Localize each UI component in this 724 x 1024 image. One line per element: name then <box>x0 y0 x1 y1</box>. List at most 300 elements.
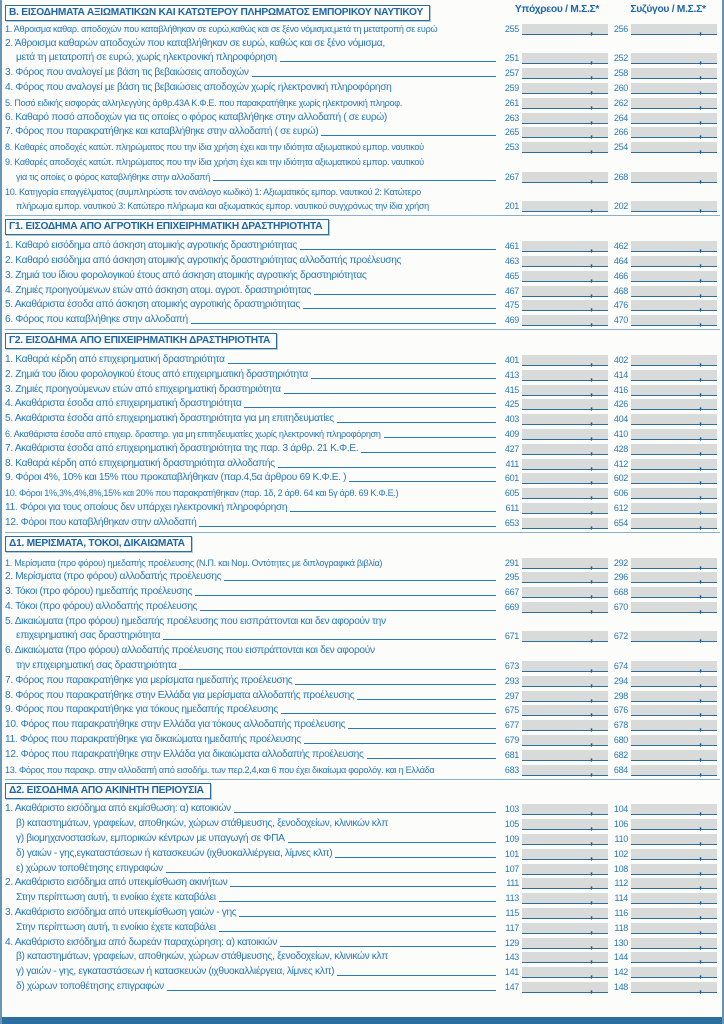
row-label: 2. Ακαθάριστο εισόδημα από υπεκμίσθωση ακινήτων <box>5 877 228 889</box>
amount-field-606[interactable] <box>631 488 717 502</box>
field-code-415: 415 <box>504 384 519 395</box>
leader-line <box>311 375 496 379</box>
amount-field-401[interactable] <box>522 355 608 366</box>
field-code-425: 425 <box>504 399 519 410</box>
field-code-294: 294 <box>613 675 628 686</box>
row-fields <box>499 355 717 366</box>
field-code-463: 463 <box>504 255 519 266</box>
field-code-260: 260 <box>613 82 628 93</box>
leader-line <box>367 755 496 759</box>
amount-field-681[interactable] <box>522 750 608 761</box>
decimal-comma-icon: , <box>589 691 593 704</box>
field-code-653: 653 <box>504 517 519 528</box>
amount-field-264[interactable] <box>631 113 717 124</box>
field-code-264: 264 <box>613 112 628 123</box>
amount-field-130[interactable] <box>631 938 717 949</box>
form-row-d2-1 <box>5 801 720 816</box>
amount-field-476[interactable] <box>631 300 717 314</box>
decimal-comma-icon: , <box>698 938 702 951</box>
row-fields <box>499 893 717 907</box>
amount-field-261[interactable] <box>522 98 608 109</box>
row-label: 1. Καθαρά κέρδη από επιχειρηματική δραστηριότητα <box>5 353 225 365</box>
decimal-comma-icon: , <box>698 415 702 428</box>
row-label-area <box>5 586 499 598</box>
row-label-area <box>5 863 499 875</box>
page-bottom-bar <box>2 1017 722 1024</box>
decimal-comma-icon: , <box>589 24 593 37</box>
amount-field-107[interactable] <box>522 864 608 875</box>
row-fields <box>499 459 717 470</box>
field-code-263: 263 <box>504 112 519 123</box>
form-row-b-3 <box>5 64 720 82</box>
leader-line <box>349 478 496 482</box>
amount-field-426[interactable] <box>631 399 717 413</box>
amount-field-464[interactable] <box>631 256 717 267</box>
amount-field-667[interactable] <box>522 587 608 601</box>
leader-line <box>284 390 496 394</box>
form-row-g2-1 <box>5 351 720 366</box>
decimal-comma-icon: , <box>589 256 593 269</box>
form-row-g2-7 <box>5 440 720 455</box>
field-code-465: 465 <box>504 270 519 281</box>
decimal-comma-icon: , <box>698 242 702 255</box>
row-label-area <box>5 443 499 455</box>
section-header-d2 <box>5 780 720 801</box>
amount-field-101[interactable] <box>522 849 608 860</box>
row-label: δ) γαιών - γης,εγκαταστάσεων ή κατασκευών (ιχθυοκαλλιέργεια, λίμνες κλπ) <box>16 847 333 859</box>
decimal-comma-icon: , <box>589 909 593 922</box>
amount-field-292[interactable] <box>631 558 717 569</box>
decimal-comma-icon: , <box>589 938 593 951</box>
amount-field-611[interactable] <box>522 503 608 514</box>
leader-line <box>295 681 496 685</box>
amount-field-104[interactable] <box>631 804 717 818</box>
amount-field-265[interactable] <box>522 127 608 141</box>
amount-field-115[interactable] <box>522 908 608 922</box>
leader-line <box>281 710 496 714</box>
row-fields <box>499 765 717 776</box>
amount-field-676[interactable] <box>631 705 717 719</box>
row-label-area <box>5 186 720 198</box>
section-title-d2: Δ2. ΕΙΣΟΔΗΜΑ ΑΠΟ ΑΚΙΝΗΤΗ ΠΕΡΙΟΥΣΙΑ <box>5 783 211 799</box>
amount-field-673[interactable] <box>522 661 608 675</box>
field-code-254: 254 <box>613 142 628 153</box>
row-label-area <box>5 97 499 109</box>
amount-field-105[interactable] <box>522 819 608 833</box>
decimal-comma-icon: , <box>698 83 702 96</box>
amount-field-463[interactable] <box>522 256 608 267</box>
amount-field-294[interactable] <box>631 676 717 687</box>
amount-field-297[interactable] <box>522 691 608 702</box>
row-label: μετά τη μετατροπή σε ευρώ, χωρίς ηλεκτρονική πληροφόρηση <box>16 52 277 64</box>
decimal-comma-icon: , <box>589 128 593 141</box>
row-label: 5. Δικαιώματα (προ φόρου) ημεδαπής προέλευσης που εισπράττονται και δεν αφορούν την <box>5 615 386 627</box>
amount-field-296[interactable] <box>631 572 717 586</box>
row-label-area <box>5 922 499 934</box>
amount-field-295[interactable] <box>522 572 608 586</box>
decimal-comma-icon: , <box>589 316 593 329</box>
amount-field-102[interactable] <box>631 849 717 860</box>
decimal-comma-icon: , <box>589 765 593 778</box>
field-code-116: 116 <box>614 908 628 919</box>
form-row-g1-5 <box>5 297 720 312</box>
amount-field-475[interactable] <box>522 300 608 314</box>
row-label-area <box>5 616 720 628</box>
row-label-area <box>5 285 499 297</box>
amount-field-461[interactable] <box>522 241 608 255</box>
amount-field-142[interactable] <box>631 967 717 981</box>
leader-line <box>278 464 496 468</box>
amount-field-114[interactable] <box>631 893 717 907</box>
row-label: 10. Φόροι 1%,3%,4%,8%,15% και 20% που παρακρατήθηκαν (παρ. 1δ, 2 άρθ. 64 και 5γ άρθ. 69 Κ.Φ.Ε.) <box>5 488 399 499</box>
amount-field-258[interactable] <box>631 68 717 82</box>
form-row-d1-1 <box>5 554 720 569</box>
amount-field-202[interactable] <box>631 201 717 215</box>
amount-field-670[interactable] <box>631 602 717 613</box>
field-code-669: 669 <box>504 601 519 612</box>
form-row-d2-10 <box>5 934 720 949</box>
leader-line <box>228 360 496 364</box>
amount-field-654[interactable] <box>631 518 717 529</box>
field-code-259: 259 <box>504 82 519 93</box>
field-code-470: 470 <box>613 315 628 326</box>
amount-field-109[interactable] <box>522 834 608 848</box>
amount-field-404[interactable] <box>631 414 717 428</box>
field-code-602: 602 <box>613 473 628 484</box>
row-label: 1. Μερίσματα (προ φόρου) ημεδαπής προέλευσης (Ν.Π. και Νομ. Οντότητες με διπλογραφικά βιβλία) <box>5 557 383 568</box>
amount-field-110[interactable] <box>631 834 717 848</box>
amount-field-427[interactable] <box>522 444 608 455</box>
decimal-comma-icon: , <box>589 415 593 428</box>
row-label: 3. Φόρος που αναλογεί με βάση τις βεβαιώσεις αποδοχών <box>5 67 249 79</box>
amount-field-254[interactable] <box>631 142 717 156</box>
amount-field-402[interactable] <box>631 355 717 366</box>
decimal-comma-icon: , <box>698 835 702 848</box>
leader-line <box>244 404 496 408</box>
amount-field-469[interactable] <box>522 315 608 329</box>
decimal-comma-icon: , <box>589 503 593 516</box>
amount-field-116[interactable] <box>631 908 717 922</box>
decimal-comma-icon: , <box>589 602 593 615</box>
decimal-comma-icon: , <box>589 370 593 383</box>
amount-field-118[interactable] <box>631 923 717 934</box>
field-code-143: 143 <box>504 952 519 963</box>
amount-field-415[interactable] <box>522 385 608 396</box>
field-code-293: 293 <box>504 675 519 686</box>
row-fields <box>499 750 717 761</box>
amount-field-672[interactable] <box>631 631 717 645</box>
field-code-256: 256 <box>613 23 628 34</box>
form-row-d2-8 <box>5 904 720 922</box>
form-row-d1-5-line1 <box>5 613 720 628</box>
row-label: 8. Καθαρά κέρδη από επιχειρηματική δραστηριότητα αλλοδαπής <box>5 457 275 469</box>
row-label-area <box>5 690 499 702</box>
row-label: Στην περίπτωση αυτή, τι ενοίκιο έχετε καταβάλει <box>16 892 216 904</box>
amount-field-465[interactable] <box>522 271 608 282</box>
amount-field-468[interactable] <box>631 286 717 297</box>
field-code-413: 413 <box>504 369 519 380</box>
row-label: 8. Καθαρές αποδοχές κατώτ. πληρώματος που την ίδια χρήση έχει και την ιδιότητα αξιωματικού εμπορ. ναυτικού <box>5 142 424 153</box>
row-fields <box>499 602 717 613</box>
amount-field-143[interactable] <box>522 952 608 966</box>
amount-field-259[interactable] <box>522 83 608 94</box>
row-fields <box>499 982 717 996</box>
row-label-area <box>5 384 499 396</box>
amount-field-117[interactable] <box>522 923 608 934</box>
row-fields <box>499 735 717 749</box>
amount-field-148[interactable] <box>631 982 717 996</box>
field-code-251: 251 <box>504 53 519 64</box>
amount-field-263[interactable] <box>522 113 608 124</box>
row-label: για τις οποίες ο φόρος καταβλήθηκε στην αλλοδαπή <box>16 171 211 182</box>
leader-line <box>167 987 496 991</box>
field-code-414: 414 <box>613 369 628 380</box>
decimal-comma-icon: , <box>589 968 593 981</box>
field-code-409: 409 <box>504 428 519 439</box>
form-row-d1-3 <box>5 583 720 601</box>
amount-field-684[interactable] <box>631 765 717 776</box>
field-code-654: 654 <box>613 517 628 528</box>
field-code-261: 261 <box>504 97 519 108</box>
amount-field-106[interactable] <box>631 819 717 833</box>
field-code-107: 107 <box>504 863 519 874</box>
amount-field-679[interactable] <box>522 735 608 749</box>
amount-field-410[interactable] <box>631 429 717 440</box>
row-label-area <box>5 848 499 860</box>
form-row-d2-6 <box>5 875 720 890</box>
row-fields <box>499 923 717 934</box>
amount-field-103[interactable] <box>522 804 608 818</box>
form-row-b-1 <box>5 20 720 35</box>
row-label-area <box>5 764 499 776</box>
field-code-428: 428 <box>613 443 628 454</box>
row-fields <box>499 300 717 314</box>
leader-line <box>357 696 496 700</box>
row-label: 4. Ακαθάριστα έσοδα από επιχειρηματική δραστηριότητα <box>5 398 242 410</box>
row-label: 2. Καθαρό εισόδημα από άσκηση ατομικής αγροτικής δραστηριότητας αλλοδαπής προέλευσης <box>5 254 402 266</box>
field-code-291: 291 <box>504 557 519 568</box>
decimal-comma-icon: , <box>698 632 702 645</box>
field-code-464: 464 <box>613 255 628 266</box>
amount-field-257[interactable] <box>522 68 608 82</box>
form-row-b-9-line1 <box>5 153 720 168</box>
row-label-area <box>5 354 499 366</box>
row-label-area <box>5 892 499 904</box>
decimal-comma-icon: , <box>589 750 593 763</box>
field-code-117: 117 <box>505 922 519 933</box>
leader-line <box>213 177 496 181</box>
decimal-comma-icon: , <box>589 98 593 111</box>
amount-field-466[interactable] <box>631 271 717 282</box>
decimal-comma-icon: , <box>698 286 702 299</box>
amount-field-605[interactable] <box>522 488 608 502</box>
decimal-comma-icon: , <box>698 736 702 749</box>
row-label-area <box>5 255 499 267</box>
amount-field-601[interactable] <box>522 473 608 487</box>
field-code-671: 671 <box>504 631 519 642</box>
form-row-d2-12 <box>5 963 720 981</box>
decimal-comma-icon: , <box>698 879 702 892</box>
amount-field-111[interactable] <box>522 878 608 892</box>
decimal-comma-icon: , <box>698 750 702 763</box>
row-label: 10. Κατηγορία επαγγέλματος (συμπληρώστε τον ανάλογο κωδικό) 1: Αξιωματικός εμπορ. ναυτικού 2: Κατώτερο <box>5 186 421 197</box>
decimal-comma-icon: , <box>698 953 702 966</box>
form-row-g1-4 <box>5 282 720 297</box>
amount-field-412[interactable] <box>631 459 717 470</box>
decimal-comma-icon: , <box>698 128 702 141</box>
row-label-area <box>5 23 499 35</box>
row-label: 3. Ζημιές προηγούμενων ετών από επιχειρηματική δραστηριότητα <box>5 383 281 395</box>
field-code-255: 255 <box>504 23 519 34</box>
field-code-297: 297 <box>504 690 519 701</box>
amount-field-255[interactable] <box>522 24 608 35</box>
form-row-d1-4 <box>5 598 720 613</box>
amount-field-602[interactable] <box>631 473 717 487</box>
amount-field-425[interactable] <box>522 399 608 413</box>
decimal-comma-icon: , <box>698 474 702 487</box>
decimal-comma-icon: , <box>589 444 593 457</box>
field-code-296: 296 <box>613 572 628 583</box>
field-code-104: 104 <box>613 804 628 815</box>
amount-field-669[interactable] <box>522 602 608 613</box>
amount-field-266[interactable] <box>631 127 717 141</box>
amount-field-113[interactable] <box>522 893 608 907</box>
form-row-d1-7 <box>5 672 720 687</box>
decimal-comma-icon: , <box>698 202 702 215</box>
amount-field-144[interactable] <box>631 952 717 966</box>
row-label: 11. Φόροι για τους οποίους δεν υπάρχει ηλεκτρονική πληροφόρηση <box>5 501 288 513</box>
amount-field-682[interactable] <box>631 750 717 761</box>
decimal-comma-icon: , <box>698 909 702 922</box>
amount-field-680[interactable] <box>631 735 717 749</box>
amount-field-428[interactable] <box>631 444 717 455</box>
amount-field-677[interactable] <box>522 720 608 734</box>
row-label: 9. Καθαρές αποδοχές κατώτ. πληρώματος που την ίδια χρήση έχει και την ιδιότητα αξιωματικού εμπορ. ναυτικού <box>5 156 424 167</box>
amount-field-252[interactable] <box>631 53 717 67</box>
form-row-g1-2 <box>5 252 720 267</box>
amount-field-467[interactable] <box>522 286 608 297</box>
row-label: 1. Άθροισμα καθαρ. αποδοχών που καταβλήθηκαν σε ευρώ,καθώς και σε ξένο νόμισμα,μετά τη μετατροπή σε ευρώ <box>5 23 438 34</box>
amount-field-674[interactable] <box>631 661 717 675</box>
leader-line <box>219 928 496 932</box>
decimal-comma-icon: , <box>698 573 702 586</box>
decimal-comma-icon: , <box>589 983 593 996</box>
amount-field-251[interactable] <box>522 53 608 67</box>
field-code-416: 416 <box>613 384 628 395</box>
row-fields <box>499 661 717 675</box>
amount-field-409[interactable] <box>522 429 608 440</box>
form-row-b-4 <box>5 79 720 94</box>
decimal-comma-icon: , <box>698 602 702 615</box>
form-row-d2-9 <box>5 919 720 934</box>
decimal-comma-icon: , <box>589 849 593 862</box>
decimal-comma-icon: , <box>589 489 593 502</box>
field-code-677: 677 <box>504 720 519 731</box>
amount-field-668[interactable] <box>631 587 717 601</box>
field-code-106: 106 <box>613 819 628 830</box>
row-label: 4. Τόκοι (προ φόρου) αλλοδαπής προέλευσης <box>5 600 198 612</box>
amount-field-612[interactable] <box>631 503 717 514</box>
form-row-d2-4 <box>5 845 720 860</box>
decimal-comma-icon: , <box>589 676 593 689</box>
field-code-678: 678 <box>613 720 628 731</box>
amount-field-678[interactable] <box>631 720 717 734</box>
row-label-area <box>5 428 499 440</box>
amount-field-653[interactable] <box>522 518 608 529</box>
amount-field-262[interactable] <box>631 98 717 109</box>
row-label: 6. Δικαιώματα (προ φόρου) αλλοδαπής προέλευσης που εισπράττονται και δεν αφορούν <box>5 645 375 657</box>
row-fields <box>499 572 717 586</box>
amount-field-411[interactable] <box>522 459 608 470</box>
amount-field-671[interactable] <box>522 631 608 645</box>
form-row-g2-11 <box>5 499 720 514</box>
amount-field-413[interactable] <box>522 370 608 381</box>
row-fields <box>499 83 717 94</box>
form-row-b-2-line2 <box>5 50 720 65</box>
amount-field-403[interactable] <box>522 414 608 428</box>
row-label-area <box>5 458 499 470</box>
amount-field-129[interactable] <box>522 938 608 949</box>
row-label: 1. Καθαρό εισόδημα από άσκηση ατομικής αγροτικής δραστηριότητας <box>5 240 297 252</box>
amount-field-291[interactable] <box>522 558 608 569</box>
field-code-426: 426 <box>613 399 628 410</box>
amount-field-260[interactable] <box>631 83 717 94</box>
decimal-comma-icon: , <box>589 113 593 126</box>
amount-field-416[interactable] <box>631 385 717 396</box>
amount-field-201[interactable] <box>522 201 608 215</box>
form-row-g2-3 <box>5 381 720 396</box>
row-label-area <box>5 660 499 672</box>
amount-field-683[interactable] <box>522 765 608 776</box>
leader-line <box>288 839 496 843</box>
amount-field-256[interactable] <box>631 24 717 35</box>
amount-field-253[interactable] <box>522 142 608 156</box>
amount-field-141[interactable] <box>522 967 608 981</box>
leader-line <box>384 434 496 438</box>
field-code-412: 412 <box>613 458 628 469</box>
field-code-103: 103 <box>504 804 519 815</box>
decimal-comma-icon: , <box>698 355 702 368</box>
row-fields <box>499 172 717 183</box>
amount-field-112[interactable] <box>631 878 717 892</box>
amount-field-108[interactable] <box>631 864 717 875</box>
field-code-466: 466 <box>613 270 628 281</box>
amount-field-462[interactable] <box>631 241 717 255</box>
row-label: 4. Ακαθάριστο εισόδημα από δωρεάν παραχώρηση: α) κατοικιών <box>5 936 278 948</box>
amount-field-470[interactable] <box>631 315 717 329</box>
form-header-row <box>5 2 720 20</box>
decimal-comma-icon: , <box>589 271 593 284</box>
amount-field-147[interactable] <box>522 982 608 996</box>
form-row-d1-2 <box>5 569 720 584</box>
field-code-118: 118 <box>614 922 628 933</box>
amount-field-267[interactable] <box>522 172 608 183</box>
row-label: 6. Καθαρό ποσό αποδοχών για τις οποίες ο φόρος καταβλήθηκε στην αλλοδαπή ( σε ευρώ) <box>5 111 387 123</box>
amount-field-675[interactable] <box>522 705 608 719</box>
field-code-201: 201 <box>504 201 519 212</box>
field-code-101: 101 <box>504 848 519 859</box>
field-code-292: 292 <box>613 557 628 568</box>
amount-field-268[interactable] <box>631 172 717 183</box>
row-label: 3. Ζημιά του ίδιου φορολογικού έτους από άσκηση ατομικής αγροτικής δραστηριότητας <box>5 269 367 281</box>
amount-field-414[interactable] <box>631 370 717 381</box>
amount-field-298[interactable] <box>631 691 717 702</box>
field-code-682: 682 <box>613 749 628 760</box>
row-label-area <box>5 966 499 978</box>
amount-field-293[interactable] <box>522 676 608 687</box>
section-header-d1 <box>5 533 720 554</box>
row-label-area <box>5 719 499 731</box>
